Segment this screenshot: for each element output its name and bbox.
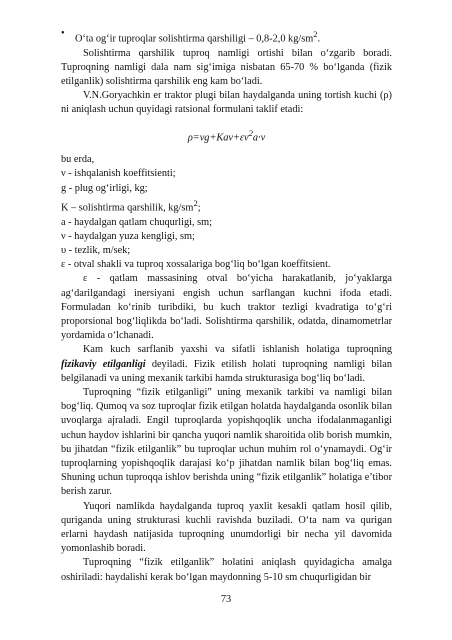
definition-v2: ν - haydalgan yuza kengligi, sm; [61, 230, 195, 242]
paragraph-4-end: deyiladi. Fizik etilish holati tuproqning namligi bilan belgilanadi va uning mexanik tarkibi hamda strukturasiga bog‘liq bo‘ladi. [61, 358, 393, 384]
paragraph-7: Tuproqning “fizik etilganlik” holatini aniqlash quyidagicha amalga oshiriladi: haydalishi kerak bo‘lgan maydonning 5-10 sm chuqurligidan bir [61, 557, 392, 583]
definition-intro: bu erda, [61, 154, 95, 166]
formula-sup: 2 [248, 127, 253, 138]
bullet-sup: 2 [313, 29, 318, 39]
paragraph-4 [61, 343, 392, 386]
paragraph-4-start: Kam kuch sarflanib yaxshi va sifatli ishlanish holatiga tuproqning [83, 344, 392, 356]
bullet-text: O‘ta og‘ir tuproqlar solishtirma qarshiligi – 0,8-2,0 kg/sm [75, 33, 314, 45]
bullet-dot-icon: • [61, 28, 65, 39]
formula-main: ρ=νg+Kaν+εν [187, 132, 249, 144]
definition-g: g - plug og‘irligi, kg; [61, 182, 148, 194]
paragraph-5: Tuproqning “fizik etilganligi” uning mexanik tarkibi va namligi bilan bog‘liq. Qumoq va soz tuproqlar fizik etilgan holatda haydalganda osonlik bilan uvoqlarga ajraladi. Engil tuproqlarda yopishqoqlik uncha ifodalanmaganligi uchun haydov ishlarini bir qancha yuqori namlik sharoitida olib borish mumkin, bu jihatdan “fizik etilganlik” bu tuproqlar uchun muhim rol o‘ynamaydi. Og‘ir tuproqlarning yopishqoqlik darajasi ko‘p jihatdan namlik bilan bog‘liq emas. Shuning uchun tuproqqa ishlov berishda uning “fizik etilganlik” holatiga e’tibor berish zarur. [61, 386, 392, 498]
definition-e: ε - otval shakli va tuproq xossalariga bog‘liq bo‘lgan koeffitsient. [61, 259, 331, 271]
definition-k [61, 196, 392, 216]
page-number: 73 [220, 594, 232, 605]
definition-k-end: ; [197, 202, 201, 214]
paragraph-3: ε - qatlam massasining otval bo‘yicha harakatlanib, jo‘yaklarga ag‘darilgandagi inersiyani engish uchun sarflangan kuchni ifoda etadi. Formuladan ko‘rinib turibdiki, bu kuch traktor tezligi kvadratiga to‘g‘ri proporsional bog‘liqlikda bo‘ladi. Solishtirma qarshilik, odatda, dinamometrlar yordamida o‘lchanadi. [61, 273, 392, 342]
definition-u: υ - tezlik, m/sek; [61, 244, 131, 256]
paragraph-1: Solishtirma qarshilik tuproq namligi ortishi bilan o‘zgarib boradi. Tuproqning namligi dala nam sig‘imiga nisbatan 65-70 % bo‘lganda (fizik etilganlik) solishtirma qarshilik eng kam bo‘ladi. [61, 47, 392, 88]
definition-a: a - haydalgan qatlam chuqurligi, sm; [61, 216, 212, 228]
bullet-item [61, 27, 392, 47]
paragraph-2: V.N.Goryachkin er traktor plugi bilan haydalganda uning tortish kuchi (ρ) ni aniqlash uchun quyidagi ratsional formulani taklif etadi: [61, 90, 392, 116]
paragraph-6: Yuqori namlikda haydalganda tuproq yaxlit kesakli qatlam hosil qilib, quriganda uning strukturasi kuchli ravishda buziladi. O‘ta nam va qurigan erlarni haydash natijasida tuproqning unumdorligi bir necha yil davomida yomonlashib boradi. [61, 500, 392, 555]
document-page [61, 27, 392, 585]
formula-tail: a·ν [252, 132, 266, 144]
paragraph-4-term: fizikaviy etilganligi [61, 358, 146, 370]
definition-k-text: K – solishtirma qarshilik, kg/sm [61, 202, 194, 214]
definition-k-sup: 2 [193, 197, 198, 208]
definition-v: ν - ishqalanish koeffitsienti; [61, 168, 176, 180]
formula [61, 126, 392, 146]
bullet-end: . [317, 33, 321, 45]
